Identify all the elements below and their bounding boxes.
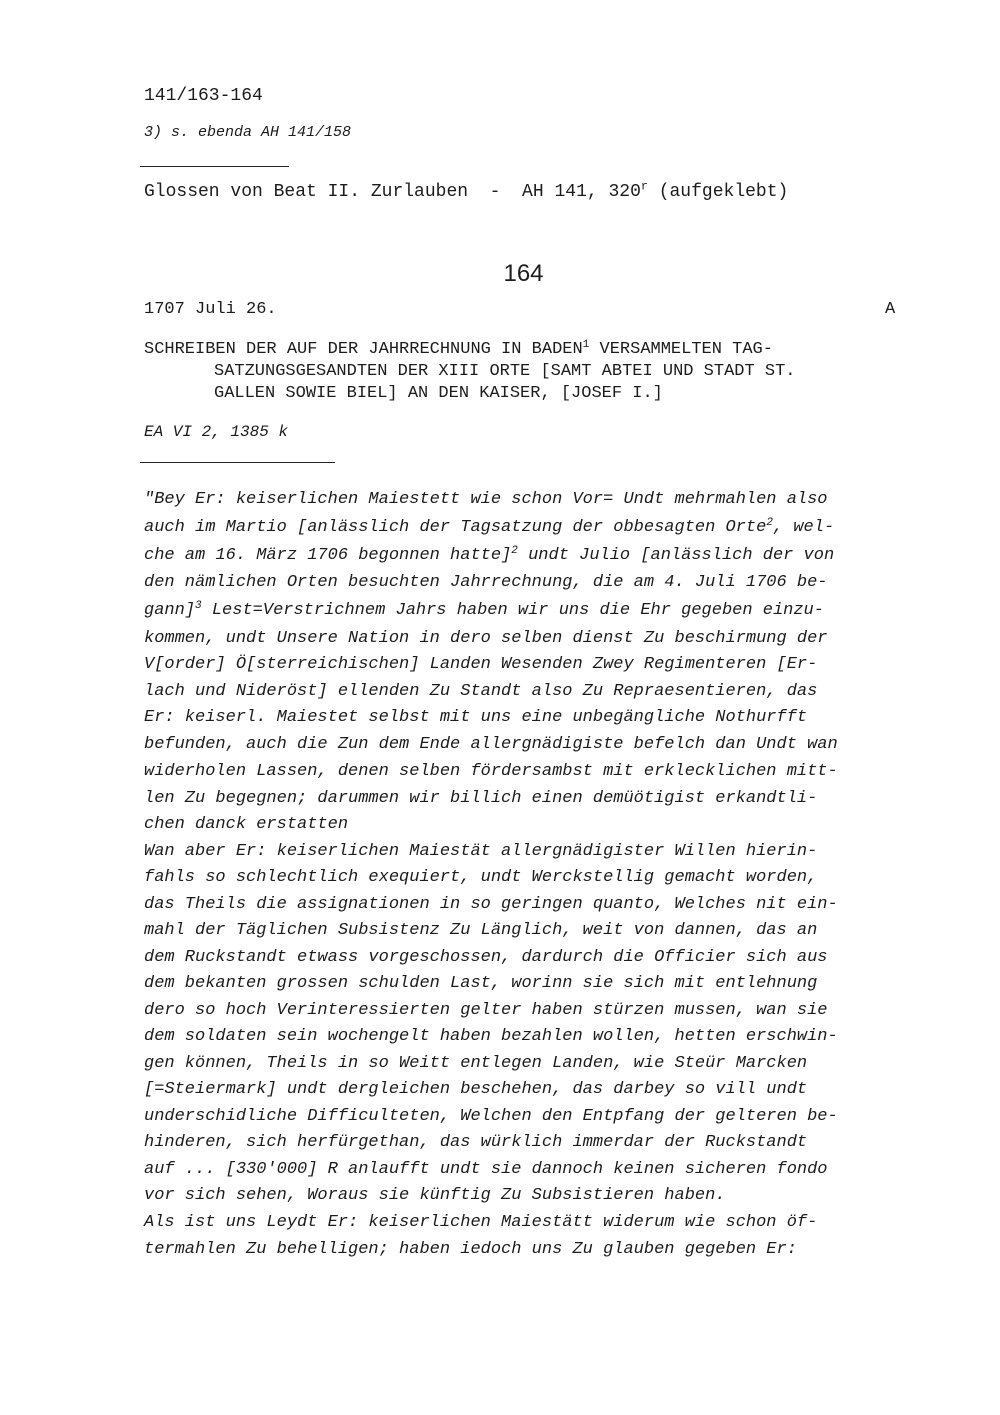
body-line: gen können, Theils in so Weitt entlegen Landen, wie Steür Marcken	[144, 1054, 808, 1073]
document-type-marker: A	[885, 300, 896, 319]
source-reference: EA VI 2, 1385 k	[144, 423, 289, 441]
body-line: termahlen Zu behelligen; haben iedoch uns Zu glauben gegeben Er:	[144, 1240, 797, 1259]
body-line	[144, 518, 834, 537]
body-line: auf ... [330'000] R anlaufft undt sie dannoch keinen sicheren fondo	[144, 1160, 828, 1179]
body-line: fahls so schlechtlich exequiert, undt Werckstellig gemacht worden,	[144, 868, 818, 887]
glossen-sup: r	[640, 179, 648, 194]
title-line-1-suffix: VERSAMMELTEN TAG-	[589, 340, 773, 359]
body-line	[144, 546, 834, 565]
body-line: V[order] Ö[sterreichischen] Landen Wesenden Zwey Regimenteren [Er-	[144, 655, 818, 674]
document-date: 1707 Juli 26.	[144, 300, 277, 319]
title-line-1	[144, 340, 773, 359]
body-line: underschidliche Difficulteten, Welchen den Entpfang der gelteren be-	[144, 1107, 838, 1126]
body-line: chen danck erstatten	[144, 815, 349, 834]
footnote-marker: 2	[511, 544, 518, 557]
body-line: dem bekanten grossen schulden Last, worinn sie sich mit entlehnung	[144, 974, 818, 993]
body-line: Wan aber Er: keiserlichen Maiestät allergnädigister Willen hierin-	[144, 842, 818, 861]
body-line: den nämlichen Orten besuchten Jahrrechnung, die am 4. Juli 1706 be-	[144, 573, 828, 592]
body-text: Lest=Verstrichnem Jahrs haben wir uns die Ehr gegeben einzu-	[201, 601, 824, 620]
body-line: dem Ruckstandt etwass vorgeschossen, dardurch die Officier sich aus	[144, 948, 828, 967]
glossen-text: Glossen von Beat II. Zurlauben - AH 141, 320	[144, 182, 641, 202]
document-number: 164	[503, 260, 544, 287]
title-line-3: GALLEN SOWIE BIEL] AN DEN KAISER, [JOSEF I.]	[214, 384, 663, 403]
body-line: len Zu begegnen; darummen wir billich einen demüötigist erkandtli-	[144, 789, 818, 808]
header-rule	[140, 166, 289, 167]
body-line: Er: keiserl. Maiestet selbst mit uns eine unbegängliche Nothurfft	[144, 708, 808, 727]
footnote-marker: 2	[766, 516, 773, 529]
body-text: che am 16. März 1706 begonnen hatte]	[144, 546, 512, 565]
body-text: undt Julio [anlässlich der von	[517, 546, 835, 565]
body-line: Als ist uns Leydt Er: keiserlichen Maiestätt widerum wie schon öf-	[144, 1213, 818, 1232]
title-line-1-text: SCHREIBEN DER AUF DER JAHRRECHNUNG IN BADEN	[144, 340, 583, 359]
body-text: gann]	[144, 601, 196, 620]
footnote-3: 3) s. ebenda AH 141/158	[144, 124, 352, 141]
body-line: dem soldaten sein wochengelt haben bezahlen wollen, hetten erschwin-	[144, 1027, 838, 1046]
footnote-marker: 3	[195, 599, 202, 612]
body-line: das Theils die assignationen in so geringen quanto, Welches nit ein-	[144, 895, 838, 914]
title-line-2: SATZUNGSGESANDTEN DER XIII ORTE [SAMT ABTEI UND STADT ST.	[214, 362, 796, 381]
body-line: mahl der Täglichen Subsistenz Zu Länglich, weit von dannen, das an	[144, 921, 818, 940]
body-line: hinderen, sich herfürgethan, das würklich immerdar der Ruckstandt	[144, 1133, 808, 1152]
body-line: befunden, auch die Zun dem Ende allergnädigiste befelch dan Undt wan	[144, 735, 838, 754]
glossen-suffix: (aufgeklebt)	[647, 182, 789, 202]
body-line: "Bey Er: keiserlichen Maiestett wie schon Vor= Undt mehrmahlen also	[144, 490, 828, 509]
body-line: widerholen Lassen, denen selben fördersambst mit erklecklichen mitt-	[144, 762, 838, 781]
page-reference: 141/163-164	[144, 86, 263, 106]
body-text: , wel-	[772, 518, 835, 537]
body-line: lach und Nideröst] ellenden Zu Standt also Zu Repraesentieren, das	[144, 682, 818, 701]
body-line: kommen, undt Unsere Nation in dero selben dienst Zu beschirmung der	[144, 629, 828, 648]
source-rule	[140, 462, 335, 463]
title-footnote-1: 1	[582, 338, 590, 351]
body-line: [=Steiermark] undt dergleichen beschehen, das darbey so vill undt	[144, 1080, 808, 1099]
body-line	[144, 601, 824, 620]
body-line: vor sich sehen, Woraus sie künftig Zu Subsistieren haben.	[144, 1186, 726, 1205]
glossen-line	[144, 179, 789, 202]
body-text: auch im Martio [anlässlich der Tagsatzung der obbesagten Orte	[144, 518, 767, 537]
body-line: dero so hoch Verinteressierten gelter haben stürzen mussen, wan sie	[144, 1001, 828, 1020]
